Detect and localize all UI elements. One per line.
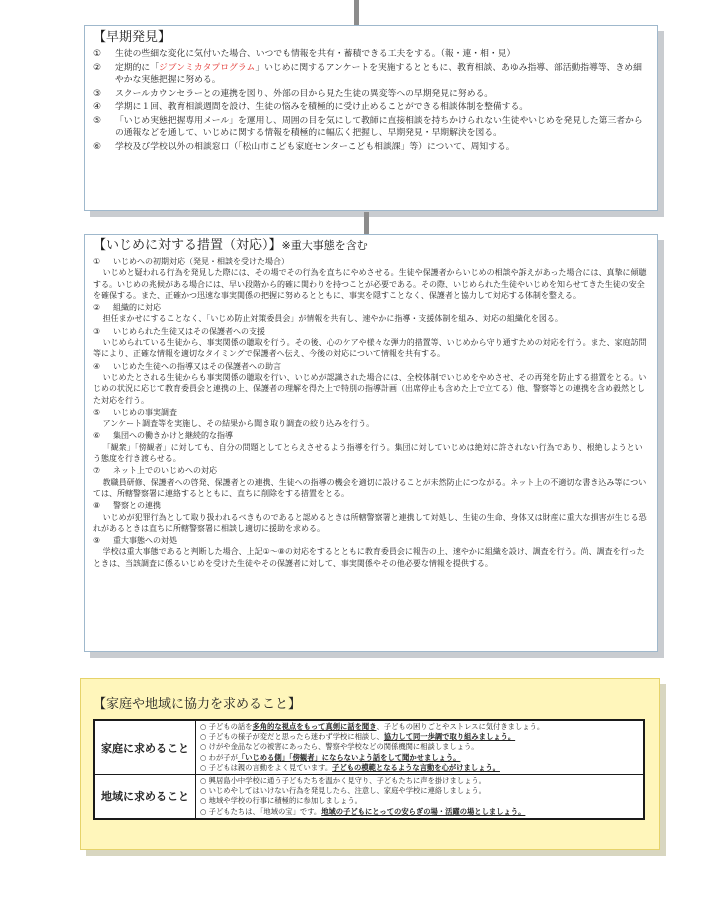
text-run: ○ けがや金品などの被害にあったら、警察や学校などの関係機関に相談しましょう。 <box>200 742 479 752</box>
measure-number: ⑥ <box>93 431 101 441</box>
cooperation-bullet <box>200 732 639 742</box>
text-run: ○ いじめやしてはいけない行為を発見したら、注意し、家庭や学校に連絡しましょう。 <box>200 786 486 796</box>
item-number: ⑥ <box>93 141 101 152</box>
measure-section <box>93 407 649 430</box>
cooperation-bullets <box>196 775 645 819</box>
cooperation-bullet <box>200 796 639 806</box>
measures-list <box>93 256 649 569</box>
item-text <box>115 62 649 87</box>
measures-box <box>84 234 658 652</box>
program-name: ジブンミカタプログラム <box>159 62 256 73</box>
early-item <box>93 141 649 154</box>
measure-body: アンケート調査等を実施し、その結果から聞き取り調査の絞り込みを行う。 <box>102 419 375 429</box>
measure-heading-text: ネット上でのいじめへの対応 <box>113 466 217 476</box>
measure-section <box>93 256 649 301</box>
text-run: ○ わが子が <box>200 752 238 762</box>
text-run: 、子どもの困りごとやストレスに気付きましょう。 <box>376 722 545 731</box>
cooperation-bullet <box>200 763 639 773</box>
text-run: 学校及び学校以外の相談窓口（「松山市こども家庭センターこども相談課」等）について、周知する。 <box>115 141 515 152</box>
measure-body: 「観衆」「傍観者」に対しても、自分の問題としてとらえさせるよう指導を行う。集団に対していじめは絶対に許されない行為であり、根絶しようという態度を行き渡らせる。 <box>93 442 643 464</box>
emphasis-text: 「いじめる側」「傍観者」にならないよう話をして聞かせましょう。 <box>237 752 461 762</box>
measure-heading-text: いじめた生徒への指導又はその保護者への助言 <box>113 361 281 371</box>
text-run: ○ 興居島小中学校に通う子どもたちを温かく見守り、子どもたちに声を掛けましょう。 <box>200 776 486 786</box>
measure-section <box>93 430 649 464</box>
measures-title: 【いじめに対する措置（対応）】 <box>93 238 282 253</box>
measure-heading <box>93 465 649 476</box>
measure-number: ⑧ <box>93 501 101 511</box>
text-run: ○ 子どもの話を <box>200 722 253 731</box>
measure-number: ④ <box>93 361 101 371</box>
measure-section <box>93 361 649 406</box>
text-run: 「いじめ実態把握専用メール」を運用し、周囲の目を気にして教師に直接相談を持ちかけられない生徒やいじめを発見した第三者からの通報などを通して、いじめに関する情報を積極的に幅広く把握し、早期発見・早期解決を図る。 <box>115 115 643 138</box>
early-detection-list <box>93 48 649 153</box>
emphasis-text: 地域の子どもにとっての安らぎの場・活躍の場としましょう。 <box>321 806 526 816</box>
emphasis-text: 多角的な視点をもって真剣に話を聞き <box>252 722 377 731</box>
cooperation-row <box>94 775 644 819</box>
measure-section <box>93 302 649 325</box>
early-detection-box <box>84 25 658 211</box>
measure-heading-text: 集団への働きかけと継続的な指導 <box>113 431 233 441</box>
measure-heading <box>93 256 649 267</box>
item-text <box>115 48 649 61</box>
item-number: ② <box>93 62 101 73</box>
item-number: ① <box>93 49 101 59</box>
item-text <box>115 88 649 101</box>
measure-number: ② <box>93 303 101 313</box>
measure-body: 担任まかせにすることなく、「いじめ防止対策委員会」が情報を共有し、速やかに指導・支援体制を組み、対応の組織化を図る。 <box>102 314 563 324</box>
cooperation-bullet <box>200 742 639 752</box>
text-run: 生徒の些細な変化に気付いた場合、いつでも情報を共有・蓄積できる工夫をする。（報・連・相・見） <box>115 49 516 59</box>
cooperation-category: 家庭に求めること <box>94 720 196 775</box>
text-run: 」いじめに関するアンケートを実施するとともに、教育相談、あゆみ指導、部活動指導等、きめ細やかな実態把握に努める。 <box>115 62 642 85</box>
early-item <box>93 101 649 114</box>
measure-section <box>93 326 649 360</box>
emphasis-text: 子どもの模範となるような言動を心がけましょう。 <box>332 762 500 772</box>
item-number: ③ <box>93 88 101 99</box>
measure-body: いじめと疑われる行為を発見した際には、その場でその行為を直ちにやめさせる。生徒や保護者からいじめの相談や訴えがあった場合には、真摯に傾聴する。いじめの兆候がある場合には、早い段階から的確に関わりを持つことが必要である。その際、いじめられた生徒やいじめを知らせてきた生徒の安全を確保する。また、正確かつ迅速な事実関係の把握に努めるとともに、事実を隠すことなく、保護者と協力して対応する体制を整える。 <box>93 268 647 300</box>
measure-heading <box>93 500 649 511</box>
cooperation-bullets <box>196 720 645 775</box>
early-item <box>93 62 649 87</box>
middle-connector <box>364 212 369 235</box>
measures-note: ※重大事態を含む <box>281 239 368 252</box>
text-run: スクールカウンセラーとの連携を図り、外部の目から見た生徒の異変等への早期発見に努める。 <box>115 88 494 99</box>
measure-heading <box>93 430 649 441</box>
early-item <box>93 115 649 140</box>
measure-heading-text: いじめへの初期対応（発見・相談を受けた場合） <box>113 257 289 266</box>
measure-section <box>93 465 649 499</box>
text-run: ○ 子どもは親の言動をよく見ています。 <box>200 762 333 772</box>
cooperation-box <box>80 678 660 850</box>
measure-heading <box>93 361 649 372</box>
cooperation-bullet <box>200 786 639 796</box>
measure-section <box>93 535 649 569</box>
measure-heading-text: いじめの事実調査 <box>113 407 177 417</box>
text-run: ○ 子どもたちは、「地域の宝」です。 <box>200 806 322 816</box>
item-number: ④ <box>93 102 101 112</box>
measure-number: ⑨ <box>93 536 101 546</box>
measure-number: ⑤ <box>93 407 101 417</box>
measure-body: いじめられている生徒から、事実関係の聴取を行う。その後、心のケアや様々な弾力的措置等、いじめから守り通すための対応を行う。また、家庭訪問等により、正確な情報を適切なタイミングで保護者へ伝え、今後の対応について情報を共有する。 <box>93 338 647 359</box>
emphasis-text: 協力して同一歩調で取り組みましょう。 <box>383 732 516 742</box>
measures-title-line <box>93 237 649 255</box>
early-item <box>93 88 649 101</box>
measure-body: いじめたとされる生徒からも事実関係の聴取を行い、いじめが認識された場合には、全校体制でいじめをやめさせ、その再発を防止する措置をとる。いじめの状況に応じて教育委員会と連携の上、保護者の理解を得た上で特別の指導計画（出席停止も含めた上で立てる）他、警察等との連携を含め毅然とした対応を行う。 <box>93 372 647 405</box>
measure-body: いじめが犯罪行為として取り扱われるべきものであると認めるときは所轄警察署と連携して対処し、生徒の生命、身体又は財産に重大な損害が生じる恐れがあるときは直ちに所轄警察署に相談し適切に援助を求める。 <box>93 512 647 533</box>
measure-number: ③ <box>93 326 101 336</box>
cooperation-bullet <box>200 776 639 786</box>
measure-heading <box>93 407 649 418</box>
cooperation-bullet <box>200 722 639 732</box>
text-run: ○ 子どもの様子が変だと思ったら迷わず学校に相談し、 <box>200 732 384 742</box>
cooperation-bullet <box>200 807 639 817</box>
text-run: ○ 地域や学校の行事に積極的に参加しましょう。 <box>200 796 362 806</box>
top-connector <box>354 0 359 26</box>
measure-heading-text: 警察との連携 <box>113 501 161 511</box>
measure-body: 教職員研修、保護者への啓発、保護者との連携、生徒への指導の機会を適切に設けることが未然防止につながる。ネット上の不適切な書き込み等については、所轄警察署に連絡するとともに、直ちに削除をする措置をとる。 <box>93 477 647 498</box>
measure-body: 学校は重大事態であると判断した場合、上記①～⑧の対応をするとともに教育委員会に報告の上、速やかに組織を設け、調査を行う。尚、調査を行ったときは、当該調査に係るいじめを受けた生徒やその保護者に対して、事実関係やその他必要な情報を提供する。 <box>93 547 645 568</box>
early-item <box>93 48 649 61</box>
measure-section <box>93 500 649 534</box>
measure-number: ① <box>93 257 101 266</box>
item-text <box>115 115 649 140</box>
measure-number: ⑦ <box>93 466 101 476</box>
item-text <box>115 101 649 114</box>
measure-heading <box>93 302 649 313</box>
measure-heading <box>93 535 649 546</box>
cooperation-category: 地域に求めること <box>94 775 196 819</box>
measure-heading <box>93 326 649 337</box>
early-detection-title: 【早期発見】 <box>93 30 172 45</box>
cooperation-table <box>93 719 645 820</box>
measure-heading-text: 組織的に対応 <box>113 303 161 313</box>
measure-heading-text: 重大事態への対処 <box>113 536 177 546</box>
item-text <box>115 141 649 154</box>
cooperation-title: 【家庭や地域に協力を求めること】 <box>93 697 302 712</box>
cooperation-row <box>94 720 644 775</box>
text-run: 学期に１回、教育相談週間を設け、生徒の悩みを積極的に受け止めることができる相談体制を整備する。 <box>115 102 529 112</box>
item-number: ⑤ <box>93 115 101 126</box>
cooperation-bullet <box>200 753 639 763</box>
text-run: 定期的に「 <box>115 62 159 73</box>
measure-heading-text: いじめられた生徒又はその保護者への支援 <box>113 326 265 336</box>
